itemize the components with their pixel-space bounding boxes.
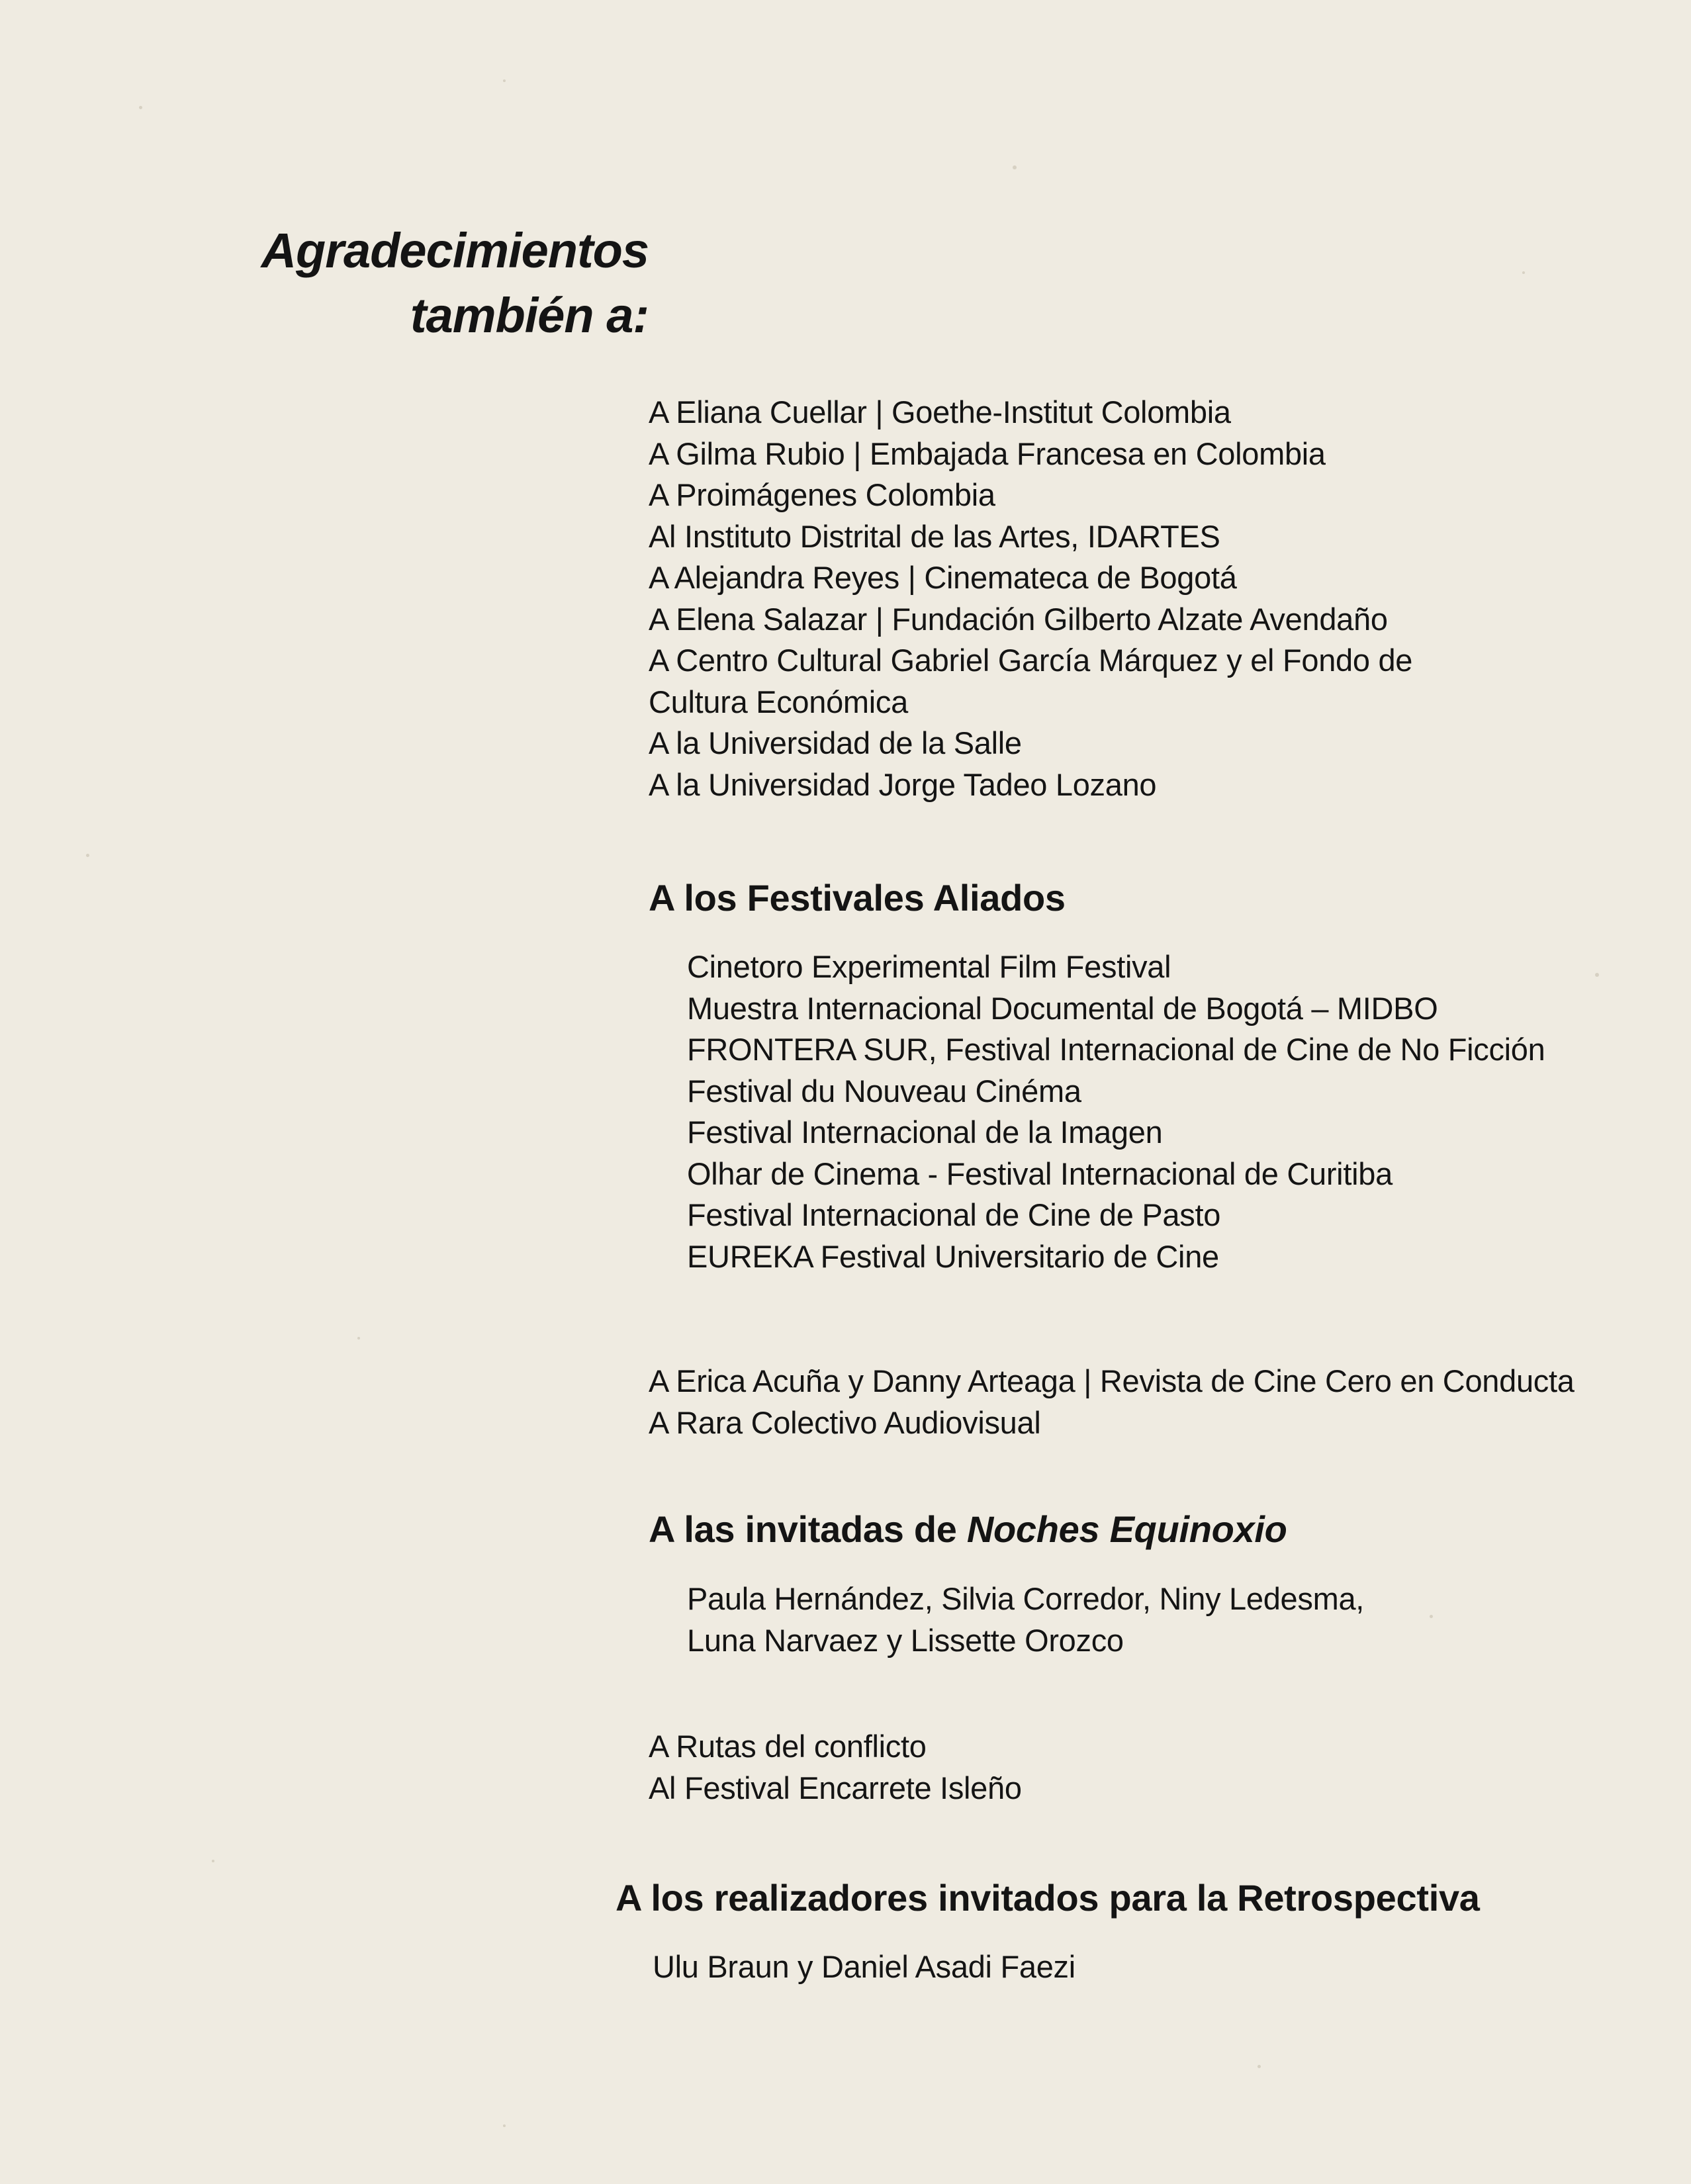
thanks-list <box>649 1726 1022 1809</box>
thanks-item: Al Festival Encarrete Isleño <box>649 1770 1022 1805</box>
paper-speck <box>212 1860 214 1862</box>
thanks-item: A Eliana Cuellar | Goethe-Institut Colombia <box>649 394 1231 430</box>
paper-speck <box>503 2124 506 2127</box>
festival-item: FRONTERA SUR, Festival Internacional de Cine de No Ficción <box>687 1032 1545 1067</box>
guest-names-line: Luna Narvaez y Lissette Orozco <box>687 1622 1124 1658</box>
thanks-item: A Proimágenes Colombia <box>649 477 995 512</box>
festival-item: Muestra Internacional Documental de Bogotá – MIDBO <box>687 990 1438 1026</box>
retrospective-guests <box>653 1946 1075 1988</box>
thanks-item: A la Universidad Jorge Tadeo Lozano <box>649 766 1157 802</box>
page-title-line-1: Agradecimientos <box>261 223 649 278</box>
thanks-item: A Elena Salazar | Fundación Gilberto Alzate Avendaño <box>649 601 1388 637</box>
page-title-line-2: también a: <box>410 288 649 343</box>
paper-speck <box>139 106 142 109</box>
guest-names-line: Ulu Braun y Daniel Asadi Faezi <box>653 1949 1075 1984</box>
paper-speck <box>1595 973 1599 977</box>
paper-speck <box>86 854 89 857</box>
festival-item: Festival Internacional de la Imagen <box>687 1115 1163 1150</box>
thanks-item: A Centro Cultural Gabriel García Márquez y el Fondo de <box>649 643 1413 678</box>
paper-speck <box>357 1337 360 1340</box>
equinox-guests <box>687 1578 1364 1661</box>
thanks-item: Al Instituto Distrital de las Artes, IDARTES <box>649 518 1220 554</box>
paper-speck <box>503 79 506 82</box>
thanks-item: A Gilma Rubio | Embajada Francesa en Colombia <box>649 435 1326 471</box>
thanks-list <box>649 1361 1575 1443</box>
thanks-item: A Alejandra Reyes | Cinemateca de Bogotá <box>649 560 1237 595</box>
section-heading-equinox <box>649 1506 1287 1553</box>
festivals-list <box>687 946 1545 1277</box>
festival-item: EUREKA Festival Universitario de Cine <box>687 1238 1219 1274</box>
festival-item: Olhar de Cinema - Festival Internacional de Curitiba <box>687 1156 1393 1191</box>
paper-speck <box>1522 271 1525 274</box>
thanks-item: A Rutas del conflicto <box>649 1729 927 1764</box>
thanks-item: A Erica Acuña y Danny Arteaga | Revista de Cine Cero en Conducta <box>649 1363 1575 1398</box>
thanks-item: A Rara Colectivo Audiovisual <box>649 1404 1041 1440</box>
thanks-item: Cultura Económica <box>649 684 908 719</box>
paper-speck <box>1257 2065 1261 2068</box>
thanks-list <box>649 392 1412 805</box>
paper-speck <box>1013 165 1017 169</box>
section-heading-festivals: A los Festivales Aliados <box>649 877 1066 919</box>
festival-item: Festival Internacional de Cine de Pasto <box>687 1197 1221 1232</box>
equinox-heading-prefix: A las invitadas de <box>649 1508 967 1550</box>
equinox-heading-title: Noches Equinoxio <box>966 1508 1287 1550</box>
thanks-item: A la Universidad de la Salle <box>649 725 1022 760</box>
festival-item: Cinetoro Experimental Film Festival <box>687 949 1171 984</box>
festival-item: Festival du Nouveau Cinéma <box>687 1073 1081 1109</box>
paper-speck <box>1430 1615 1433 1618</box>
guest-names-line: Paula Hernández, Silvia Corredor, Niny Ledesma, <box>687 1581 1365 1616</box>
page-title <box>225 218 649 348</box>
section-heading-retrospective: A los realizadores invitados para la Retrospectiva <box>616 1877 1480 1919</box>
